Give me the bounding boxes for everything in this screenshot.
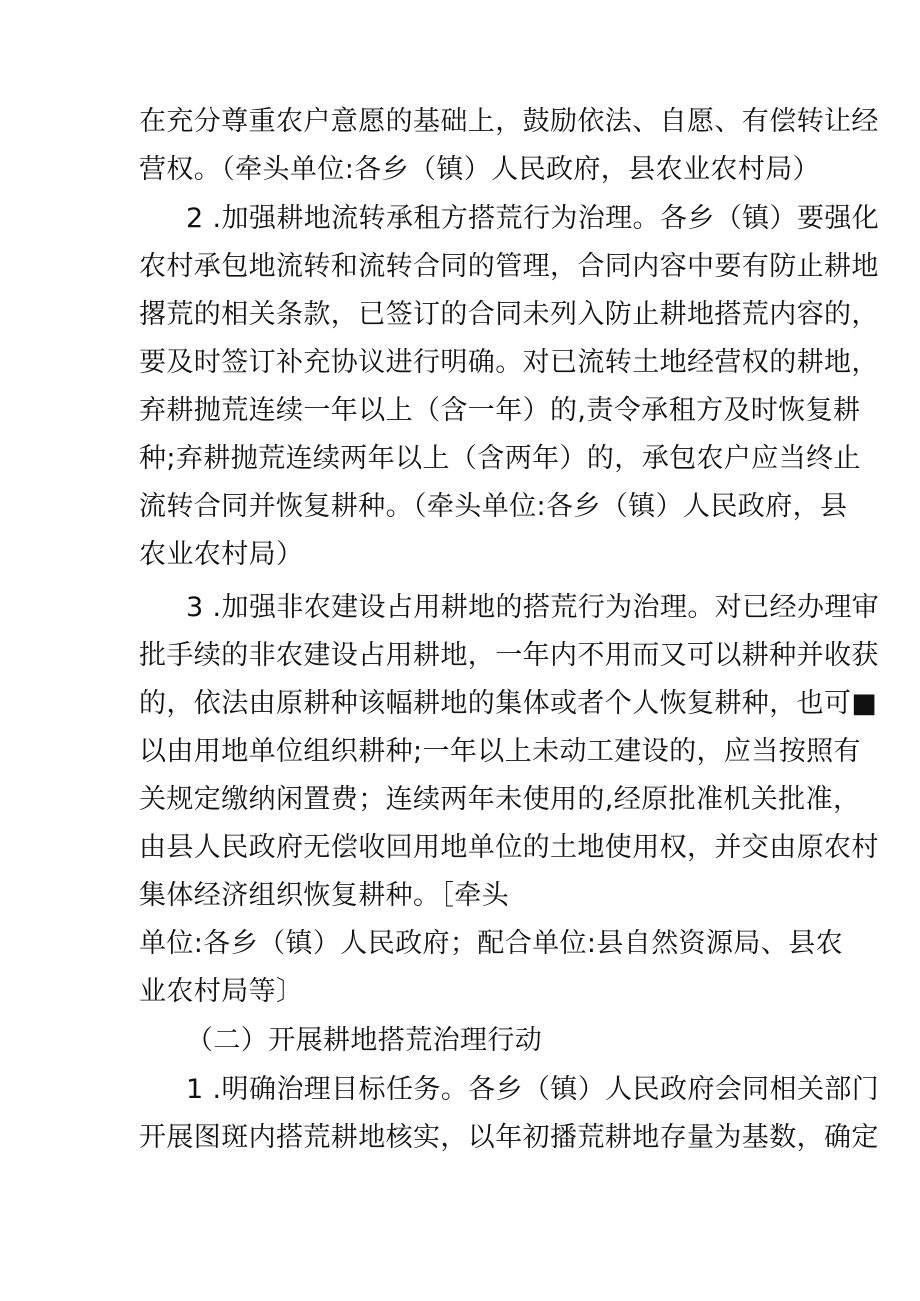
paragraph-line: 农村承包地流转和流转合同的管理，合同内容中要有防止耕地 [139,251,879,282]
paragraph-line: 种;弃耕抛荒连续两年以上（含两年）的，承包农户应当终止 [139,443,861,474]
paragraph-line: 弃耕抛荒连续一年以上（含一年）的,责令承租方及时恢复耕 [139,395,861,426]
paragraph-line: 要及时签订补充协议进行明确。对已流转土地经营权的耕地， [139,347,879,378]
paragraph-line: 单位:各乡（镇）人民政府；配合单位:县自然资源局、县农 [139,928,843,959]
paragraph-line: 2 .加强耕地流转承租方搭荒行为治理。各乡（镇）要强化 [186,203,880,234]
paragraph-line: 农业农村局） [139,539,304,570]
paragraph-line: 由县人民政府无偿收回用地单位的土地使用权，并交由原农村 [139,832,879,863]
paragraph-line: 集体经济组织恢复耕种。［牵头 [139,880,510,911]
paragraph-line: 1 .明确治理目标任务。各乡（镇）人民政府会同相关部门 [186,1074,880,1105]
paragraph-line: 业农村局等〕 [139,976,304,1007]
section-heading: （二）开展耕地搭荒治理行动 [186,1025,543,1056]
paragraph-line: 在充分尊重农户意愿的基础上，鼓励依法、自愿、有偿转让经 [139,106,879,137]
paragraph-line: 流转合同并恢复耕种。（牵头单位:各乡（镇）人民政府，县 [139,491,848,522]
paragraph-line: 关规定缴纳闲置费；连续两年未使用的,经原批准机关批准， [139,784,861,815]
paragraph-line: 批手续的非农建设占用耕地，一年内不用而又可以耕种并收获 [139,640,879,671]
paragraph-line: 开展图斑内搭荒耕地核实，以年初播荒耕地存量为基数，确定 [139,1122,879,1153]
paragraph-line: 3 .加强非农建设占用耕地的搭荒行为治理。对已经办理审 [186,592,880,623]
paragraph-line: 的，依法由原耕种该幅耕地的集体或者个人恢复耕种，也可■ [139,688,878,719]
paragraph-line: 以由用地单位组织耕种;一年以上未动工建设的，应当按照有 [139,736,861,767]
paragraph-line: 营权。（牵头单位:各乡（镇）人民政府，县农业农村局） [139,154,820,185]
paragraph-line: 撂荒的相关条款，已签订的合同未列入防止耕地搭荒内容的， [139,299,879,330]
